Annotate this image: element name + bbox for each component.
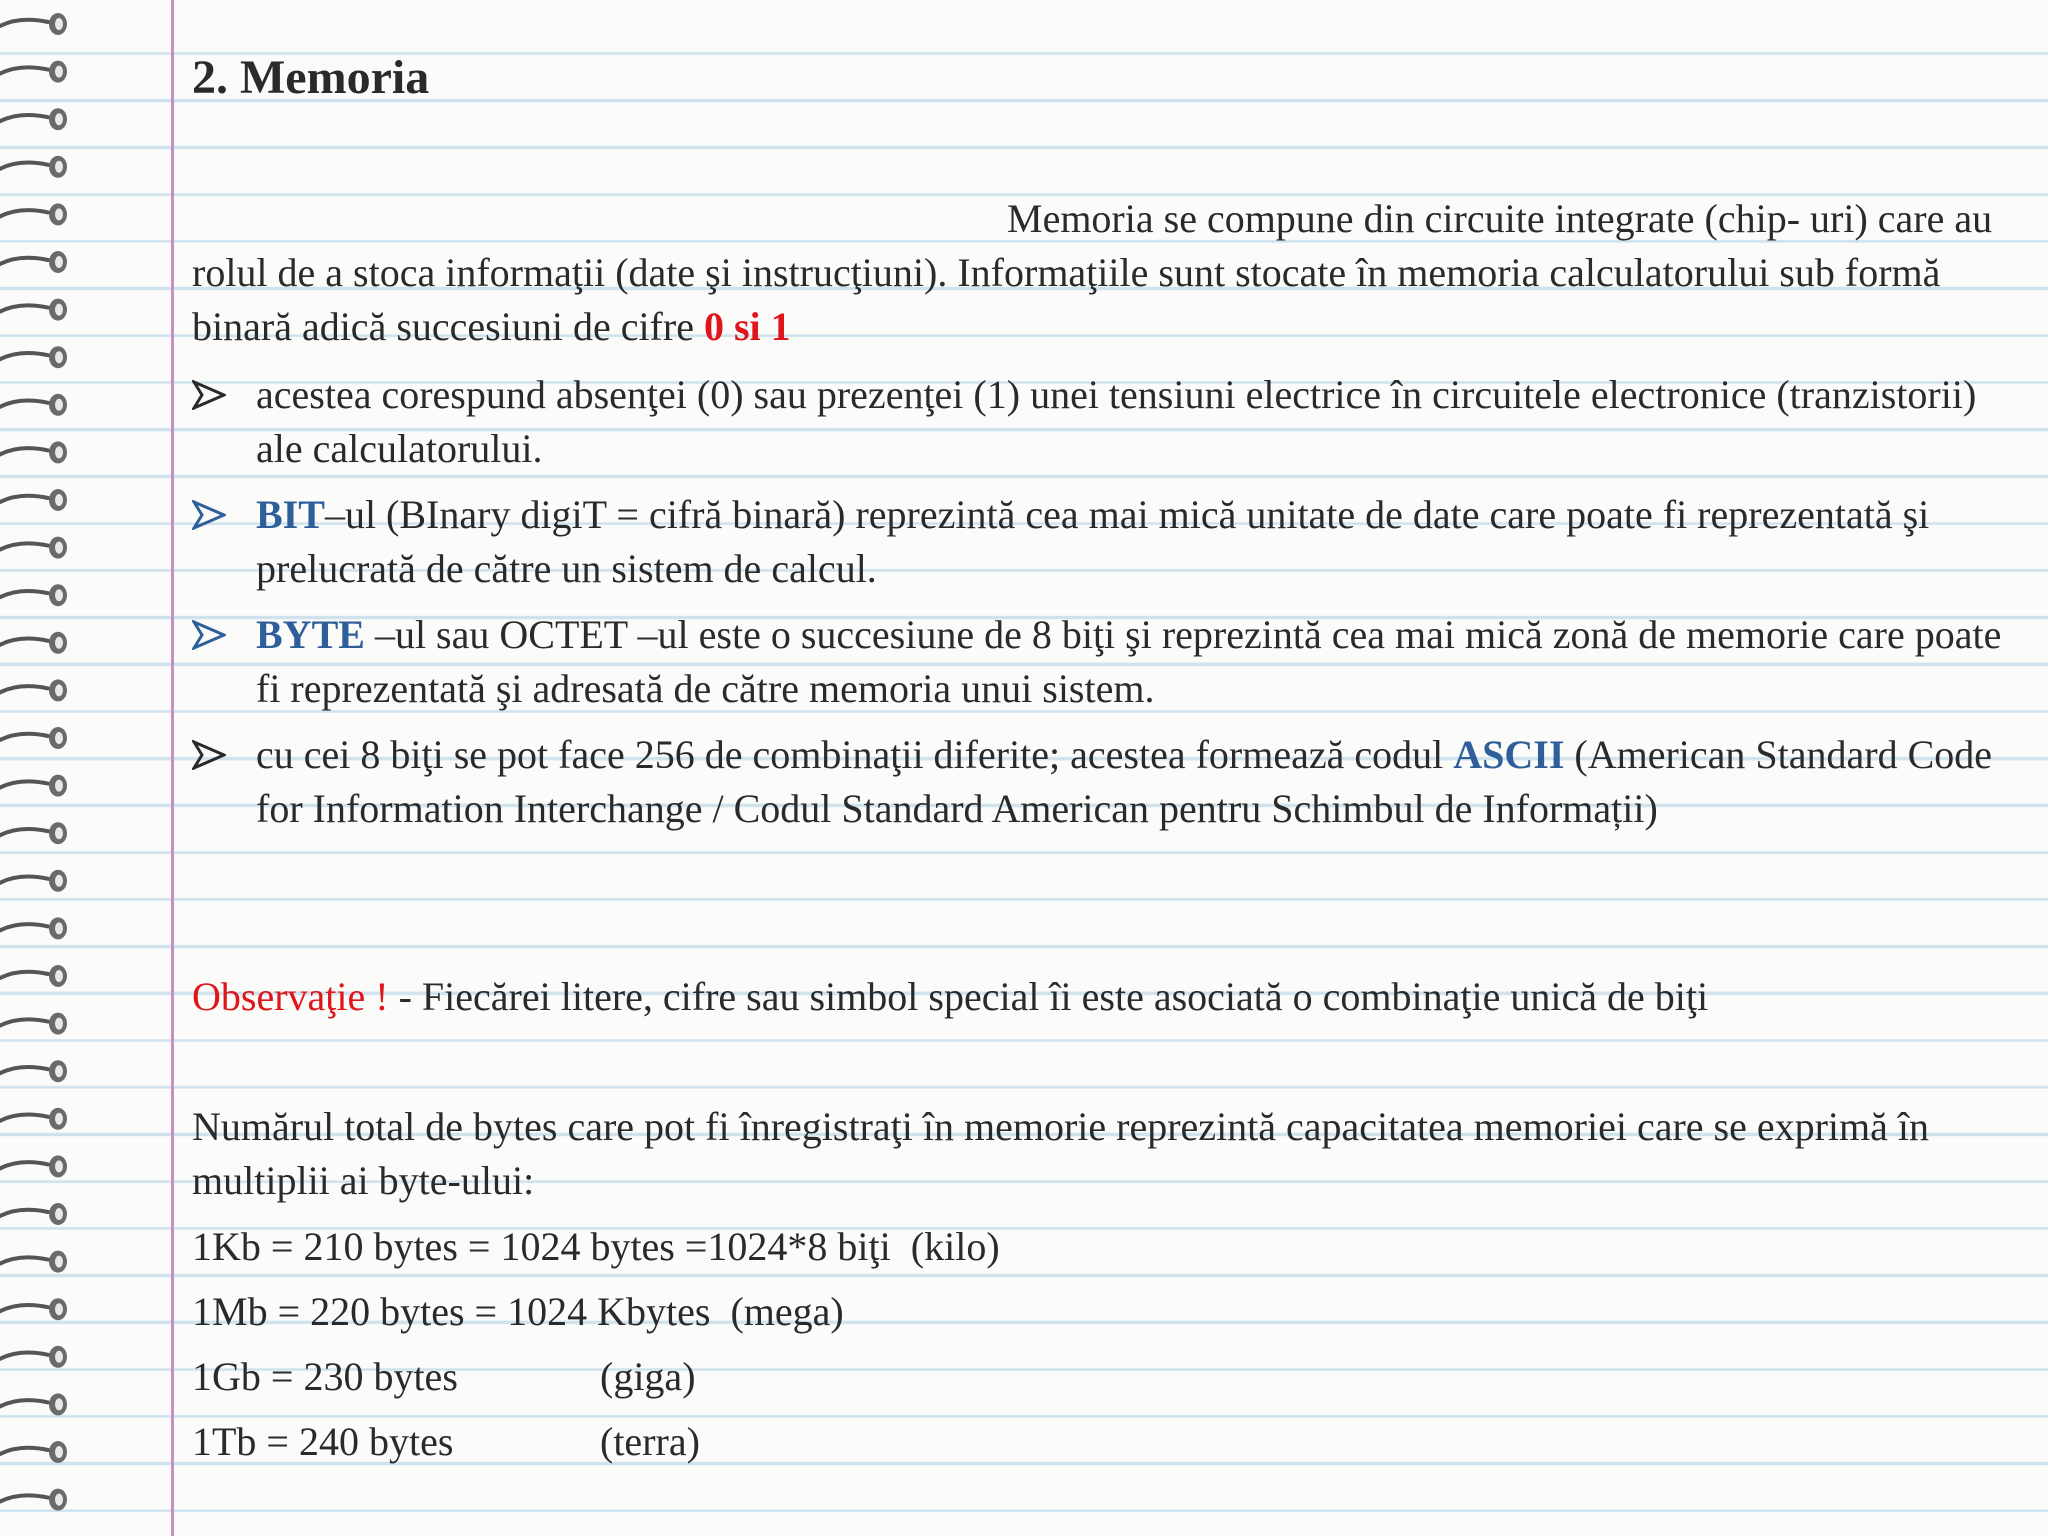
unit-name: (mega) [730,1289,844,1334]
spiral-ring [0,61,67,83]
capacity-paragraph: Numărul total de bytes care pot fi înregistraţi în memorie reprezintă capacitatea memoriei care se exprimă în multiplii ai byte-ului: [192,1104,1930,1203]
intro-text: Memoria se compune din circuite integrate (chip- uri) care au rolul de a stoca informaţii (date şi instrucţiuni). Informaţiile sunt stocate în memoria calculatorului sub formă binară adică succesiuni de cifre [192,196,1993,349]
spiral-ring [0,822,67,844]
arrow-bullet-icon [192,368,240,422]
spiral-ring [0,13,67,35]
bullet-text [256,368,2006,476]
spiral-ring [0,1013,67,1035]
spiral-ring [0,727,67,749]
spiral-ring [0,537,67,559]
bullet-1-text: acestea corespund absenţei (0) sau prezenţei (1) unei tensiuni electrice în circuitele electronice (tranzistorii) ale calculatorului. [256,372,1977,471]
unit-name: (terra) [600,1419,700,1464]
spiral-ring [0,870,67,892]
spiral-ring [0,632,67,654]
ascii-term: ASCII [1453,732,1565,777]
spiral-ring [0,489,67,511]
unit-row-giga [192,1350,696,1404]
intro-paragraph [192,192,2002,354]
spiral-ring [0,965,67,987]
spiral-binding [0,0,80,1536]
spiral-ring [0,1108,67,1130]
spiral-ring [0,917,67,939]
bullet-4-text: cu cei 8 biţi se pot face 256 de combinaţii diferite; acestea formează codul [256,732,1454,777]
bullet-4-tail: (American Standard Code for Information Interchange / Codul Standard American pentru Schimbul de Informații) [256,732,1993,831]
spiral-ring [0,1346,67,1368]
spiral-ring [0,156,67,178]
spiral-ring [0,1489,67,1511]
bullet-text [256,728,2006,836]
arrow-bullet-icon [192,608,240,662]
spiral-ring [0,299,67,321]
observation-label: Observaţie ! [192,974,389,1019]
page-title: 2. Memoria [192,51,430,104]
unit-formula: 1Tb = 240 bytes [192,1419,454,1464]
spiral-ring [0,1298,67,1320]
arrow-bullet-icon [192,488,240,542]
spiral-ring [0,1393,67,1415]
unit-name: (giga) [600,1354,696,1399]
unit-formula: 1Kb = 210 bytes = 1024 bytes =1024*8 biţi [192,1224,891,1269]
spiral-ring [0,108,67,130]
unit-row-terra [192,1415,700,1469]
bullet-text [256,608,2006,716]
spiral-ring [0,775,67,797]
unit-formula: 1Mb = 220 bytes = 1024 Kbytes [192,1289,711,1334]
spiral-ring [0,394,67,416]
spiral-ring [0,679,67,701]
spiral-ring [0,1155,67,1177]
spiral-ring [0,584,67,606]
spiral-ring [0,1251,67,1273]
spiral-ring [0,441,67,463]
bullet-text [256,488,2006,596]
spiral-ring [0,251,67,273]
byte-term: BYTE [256,612,365,657]
notebook-margin-line [171,0,174,1536]
unit-row-kilo [192,1220,1000,1274]
unit-formula: 1Gb = 230 bytes [192,1354,458,1399]
observation-text: - Fiecărei litere, cifre sau simbol special îi este asociată o combinaţie unică de biţi [388,974,1709,1019]
spiral-ring [0,1203,67,1225]
unit-name: (kilo) [910,1224,1000,1269]
binary-digits-highlight: 0 si 1 [703,304,791,349]
bullet-2-text: –ul (BInary digiT = cifră binară) reprezintă cea mai mică unitate de date care poate fi reprezentată şi prelucrată de către un sistem de calcul. [256,492,1930,591]
arrow-bullet-icon [192,728,240,782]
unit-row-mega [192,1285,844,1339]
bullet-3-text: –ul sau OCTET –ul este o succesiune de 8 biţi şi reprezintă cea mai mică zonă de memorie care poate fi reprezentată şi adresată de către memoria unui sistem. [256,612,2002,711]
observation-line [192,970,1708,1024]
spiral-ring [0,203,67,225]
bit-term: BIT [256,492,325,537]
spiral-ring [0,1441,67,1463]
spiral-ring [0,346,67,368]
spiral-ring [0,1060,67,1082]
